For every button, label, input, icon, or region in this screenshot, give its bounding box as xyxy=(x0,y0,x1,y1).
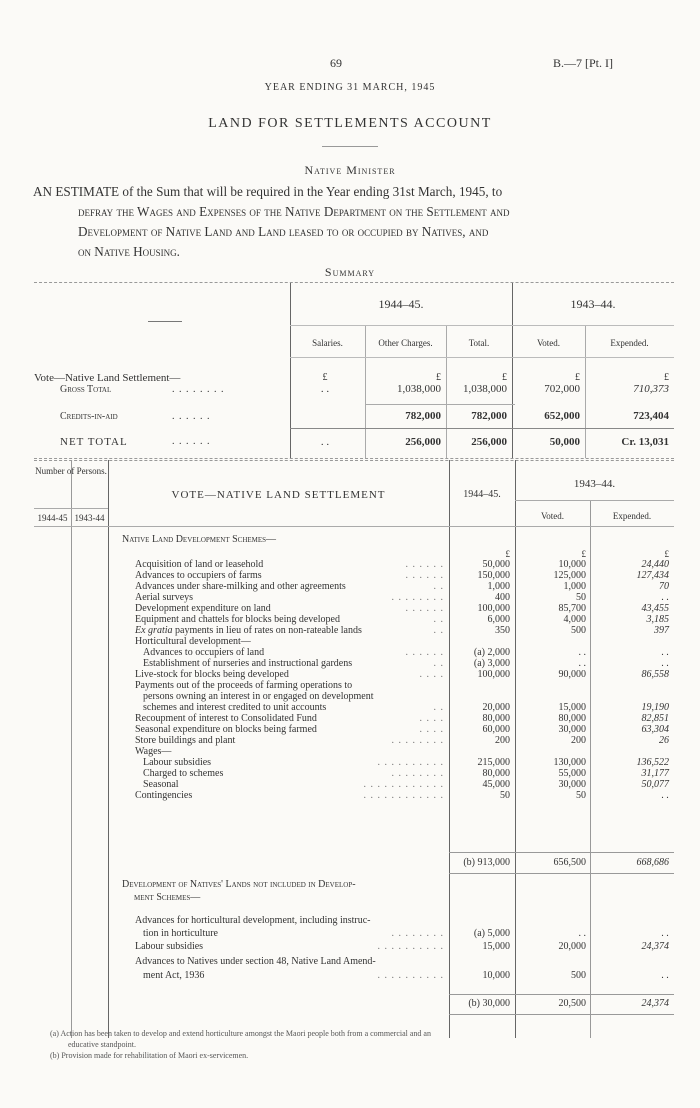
summary-cell: 256,000 xyxy=(471,436,507,448)
summary-row-dots: . . . . . . . . xyxy=(172,384,225,395)
detail-row-dots: . . . . xyxy=(419,724,444,735)
detail-amount-cell: (a) 2,000 xyxy=(473,647,510,658)
summary-cell: . . xyxy=(320,383,330,395)
detail-row-label: Acquisition of land or leasehold xyxy=(135,559,264,570)
summary-row-dots: . . . . . . xyxy=(172,436,211,447)
detail-row-dots: . . . . . . xyxy=(405,647,444,658)
col-salaries: Salaries. xyxy=(312,338,343,348)
detail-row-label: Store buildings and plant xyxy=(135,735,236,746)
summary-cell: . . xyxy=(320,436,330,448)
detail-row-dots: . . . . . . . . . . xyxy=(377,941,444,952)
detail-voted-cell: 4,000 xyxy=(563,614,586,625)
detail-row-label: Ex gratia payments in lieu of rates on non-rateable lands xyxy=(135,625,362,636)
detail-col-voted: Voted. xyxy=(540,511,565,521)
detail-col-expended: Expended. xyxy=(612,511,652,521)
detail-row-dots: . . . . xyxy=(419,713,444,724)
section-heading: ment Schemes— xyxy=(134,892,201,903)
detail-row-label: persons owning an interest in or engaged on development xyxy=(143,691,374,702)
detail-row-dots: . . xyxy=(433,702,444,713)
persons-divider xyxy=(71,460,72,1038)
intro-line-3: Development of Native Land and Land leased to or occupied by Natives, and xyxy=(78,224,489,239)
document-ref: B.—7 [Pt. I] xyxy=(553,56,613,70)
detail-row-label: Advances to occupiers of land xyxy=(143,647,265,658)
detail-expended-cell: 136,522 xyxy=(636,757,669,768)
detail-row-label: Contingencies xyxy=(135,790,193,801)
detail-amount-cell: 6,000 xyxy=(487,614,510,625)
intro-line-2: defray the Wages and Expenses of the Native Department on the Settlement and xyxy=(78,204,510,219)
detail-amount-cell: 80,000 xyxy=(482,768,510,779)
persons-col-current: 1944-45 xyxy=(37,513,68,523)
detail-voted-cell: 80,000 xyxy=(558,713,586,724)
detail-expended-cell: . . xyxy=(661,658,669,669)
col-expended: Expended. xyxy=(610,338,649,348)
detail-expended-cell: 19,190 xyxy=(641,702,669,713)
persons-divider xyxy=(108,460,109,1038)
detail-row-dots: . . xyxy=(433,614,444,625)
summary-subrule xyxy=(365,404,515,405)
detail-amount-cell: 215,000 xyxy=(477,757,510,768)
intro-line-1: AN ESTIMATE of the Sum that will be required in the Year ending 31st March, 1945, to xyxy=(33,184,503,199)
detail-amount-cell: 45,000 xyxy=(482,779,510,790)
summary-cell: 782,000 xyxy=(405,410,441,422)
detail-voted-cell: . . xyxy=(578,647,586,658)
summary-bottom-rule xyxy=(34,458,674,459)
detail-voted-cell: . . xyxy=(578,658,586,669)
summary-cell: 652,000 xyxy=(544,410,580,422)
detail-header-rule xyxy=(34,526,674,527)
detail-amount-cell: 10,000 xyxy=(482,970,510,981)
detail-expended-cell: 24,374 xyxy=(641,941,669,952)
summary-subrule xyxy=(290,428,674,429)
detail-amount-cell: 15,000 xyxy=(482,941,510,952)
detail-expended-cell: 50,077 xyxy=(641,779,669,790)
detail-amount-cell: 400 xyxy=(495,592,510,603)
page-title: LAND FOR SETTLEMENTS ACCOUNT xyxy=(208,116,492,131)
summary-cell: 1,038,000 xyxy=(397,383,441,395)
col-total: Total. xyxy=(468,338,490,348)
detail-row-dots: . . . . xyxy=(419,669,444,680)
detail-expended-cell: . . xyxy=(661,647,669,658)
footnote-a-cont: educative standpoint. xyxy=(68,1040,136,1049)
detail-row-label: Recoupment of interest to Consolidated Fund xyxy=(135,713,317,724)
col-other-charges: Other Charges. xyxy=(378,338,433,348)
detail-expended-cell: 24,440 xyxy=(641,559,669,570)
summary-top-rule xyxy=(34,282,674,283)
detail-amount-cell: 80,000 xyxy=(482,713,510,724)
detail-amount-cell: 20,000 xyxy=(482,702,510,713)
detail-voted-cell: 1,000 xyxy=(563,581,586,592)
detail-expended-cell: 82,851 xyxy=(641,713,669,724)
detail-expended-cell: . . xyxy=(661,970,669,981)
persons-rule xyxy=(34,508,108,509)
intro-line-4: on Native Housing. xyxy=(78,244,180,259)
detail-amount-cell: 50 xyxy=(500,790,510,801)
detail-row-dots: . . xyxy=(433,658,444,669)
subtotal-amount: (b) 913,000 xyxy=(463,857,510,868)
detail-row-label: Charged to schemes xyxy=(143,768,224,779)
summary-stub-mark xyxy=(148,321,182,322)
detail-amount-cell: 200 xyxy=(495,735,510,746)
summary-cell: 1,038,000 xyxy=(463,383,507,395)
title-rule xyxy=(322,146,378,147)
detail-expended-cell: 43,455 xyxy=(641,603,669,614)
footnote-b: (b) Provision made for rehabilitation of Maori ex-servicemen. xyxy=(50,1051,249,1060)
detail-expended-cell: £ xyxy=(664,549,669,559)
summary-cell: 256,000 xyxy=(405,436,441,448)
detail-voted-cell: 30,000 xyxy=(558,779,586,790)
subtotal-rule xyxy=(449,1014,674,1015)
detail-row-label: ment Act, 1936 xyxy=(143,970,205,981)
detail-row-dots: . . . . . . . . xyxy=(391,735,444,746)
number-of-persons: Number of Persons. xyxy=(35,466,107,476)
detail-voted-cell: 50 xyxy=(576,790,586,801)
detail-expended-cell: . . xyxy=(661,790,669,801)
detail-row-label: Advances under share-milking and other agreements xyxy=(135,581,346,592)
detail-amount-cell: 50,000 xyxy=(482,559,510,570)
detail-amount-cell: 60,000 xyxy=(482,724,510,735)
detail-col-prev: 1943–44. xyxy=(573,478,616,490)
summary-cell: £ xyxy=(575,372,580,383)
detail-row-label: Advances to occupiers of farms xyxy=(135,570,262,581)
subtotal-rule xyxy=(449,994,674,995)
summary-heading: Summary xyxy=(324,265,376,279)
section-heading: Development of Natives' Lands not included in Develop- xyxy=(122,879,356,890)
subtotal-rule xyxy=(449,873,674,874)
summary-cell: £ xyxy=(436,372,441,383)
detail-voted-cell: . . xyxy=(578,928,586,939)
detail-voted-cell: 500 xyxy=(571,970,586,981)
detail-row-dots: . . . . . . xyxy=(405,559,444,570)
detail-row-label: tion in horticulture xyxy=(143,928,218,939)
detail-voted-cell: 55,000 xyxy=(558,768,586,779)
page-number: 69 xyxy=(330,56,342,70)
detail-row-label: Labour subsidies xyxy=(143,757,212,768)
detail-row-label: Establishment of nurseries and instructional gardens xyxy=(143,658,353,669)
col-voted: Voted. xyxy=(536,338,561,348)
detail-row-label: Development expenditure on land xyxy=(135,603,271,614)
detail-amount-cell: £ xyxy=(505,549,510,559)
summary-row-label: Gross Total xyxy=(60,384,112,395)
persons-col-prev: 1943-44 xyxy=(74,513,105,523)
summary-row-label: Credits-in-aid xyxy=(60,411,118,422)
detail-row-dots: . . . . . . . . . . . . xyxy=(363,790,444,801)
summary-cell: Cr. 13,031 xyxy=(621,436,669,448)
detail-amount-cell: 150,000 xyxy=(477,570,510,581)
detail-row-label: Payments out of the proceeds of farming operations to xyxy=(135,680,353,691)
detail-row-dots: . . . . . . . . xyxy=(391,592,444,603)
detail-voted-cell: 500 xyxy=(571,625,586,636)
detail-expended-cell: . . xyxy=(661,928,669,939)
summary-rule xyxy=(290,325,674,326)
detail-row-label: Advances to Natives under section 48, Native Land Amend- xyxy=(135,956,376,967)
detail-voted-cell: 90,000 xyxy=(558,669,586,680)
detail-voted-cell: 85,700 xyxy=(558,603,586,614)
detail-row-dots: . . . . . . . . . . . . xyxy=(363,779,444,790)
detail-top-rule xyxy=(34,460,674,461)
detail-row-dots: . . . . . . . . xyxy=(391,928,444,939)
detail-voted-cell: 125,000 xyxy=(553,570,586,581)
detail-row-dots: . . . . . . . . . . xyxy=(377,757,444,768)
detail-expended-cell: . . xyxy=(661,592,669,603)
detail-row-label: Live-stock for blocks being developed xyxy=(135,669,289,680)
detail-voted-cell: 50 xyxy=(576,592,586,603)
summary-cell: 710,373 xyxy=(633,383,669,395)
footnote-a: (a) Action has been taken to develop and extend horticulture amongst the Maori people both from a commercial and an xyxy=(50,1029,431,1038)
detail-row-label: Seasonal expenditure on blocks being farmed xyxy=(135,724,317,735)
detail-row-label: Horticultural development— xyxy=(135,636,251,647)
detail-amount-cell: 100,000 xyxy=(477,669,510,680)
detail-row-label: Equipment and chattels for blocks being developed xyxy=(135,614,340,625)
subtotal-expended: 668,686 xyxy=(636,857,669,868)
detail-row-label: Advances for horticultural development, including instruc- xyxy=(135,915,371,926)
summary-cell: 782,000 xyxy=(471,410,507,422)
detail-voted-cell: 20,000 xyxy=(558,941,586,952)
detail-row-label: Aerial surveys xyxy=(135,592,194,603)
detail-row-label: Labour subsidies xyxy=(135,941,204,952)
detail-heading: VOTE—NATIVE LAND SETTLEMENT xyxy=(171,489,386,501)
summary-cell: 702,000 xyxy=(544,383,580,395)
detail-row-dots: . . . . . . xyxy=(405,570,444,581)
detail-expended-cell: 127,434 xyxy=(636,570,669,581)
detail-amount-cell: (a) 3,000 xyxy=(473,658,510,669)
detail-voted-cell: 130,000 xyxy=(553,757,586,768)
detail-expended-cell: 26 xyxy=(659,735,669,746)
summary-rule xyxy=(290,357,674,358)
detail-amount-cell: 100,000 xyxy=(477,603,510,614)
detail-row-dots: . . . . . . . . xyxy=(391,768,444,779)
detail-amount-cell: 350 xyxy=(495,625,510,636)
detail-voted-cell: 10,000 xyxy=(558,559,586,570)
subtotal-voted: 656,500 xyxy=(553,857,586,868)
detail-voted-cell: 15,000 xyxy=(558,702,586,713)
vote-label: Vote—Native Land Settlement— xyxy=(34,372,181,384)
detail-row-label: schemes and interest credited to unit accounts xyxy=(143,702,327,713)
detail-row-label: Seasonal xyxy=(143,779,179,790)
detail-col-amount: 1944–45. xyxy=(463,489,501,500)
detail-expended-cell: 86,558 xyxy=(641,669,669,680)
detail-voted-cell: 200 xyxy=(571,735,586,746)
prev-year-rule xyxy=(515,500,674,501)
year-line: YEAR ENDING 31 MARCH, 1945 xyxy=(264,82,436,93)
detail-expended-cell: 397 xyxy=(654,625,669,636)
subtotal-expended: 24,374 xyxy=(641,998,669,1009)
minister-heading: Native Minister xyxy=(304,163,396,177)
detail-voted-cell: 30,000 xyxy=(558,724,586,735)
subtotal-rule xyxy=(449,852,674,853)
summary-cell: £ xyxy=(322,372,328,383)
detail-expended-cell: 63,304 xyxy=(641,724,669,735)
subtotal-amount: (b) 30,000 xyxy=(468,998,510,1009)
subtotal-voted: 20,500 xyxy=(558,998,586,1009)
detail-row-dots: . . . . . . xyxy=(405,603,444,614)
summary-cell: £ xyxy=(664,372,669,383)
summary-cell: 723,404 xyxy=(633,410,669,422)
summary-year-current: 1944–45. xyxy=(378,297,424,311)
detail-expended-cell: 70 xyxy=(659,581,669,592)
summary-row-dots: . . . . . . xyxy=(172,411,211,422)
summary-cell: 50,000 xyxy=(549,436,580,448)
detail-amount-cell: 1,000 xyxy=(487,581,510,592)
detail-row-dots: . . . . . . . . . . xyxy=(377,970,444,981)
detail-row-dots: . . xyxy=(433,625,444,636)
summary-cell: £ xyxy=(502,372,507,383)
section-heading: Native Land Development Schemes— xyxy=(122,534,277,545)
detail-row-dots: . . xyxy=(433,581,444,592)
summary-row-label: NET TOTAL xyxy=(60,436,128,448)
detail-amount-cell: (a) 5,000 xyxy=(473,928,510,939)
detail-voted-cell: £ xyxy=(581,549,586,559)
detail-expended-cell: 31,177 xyxy=(641,768,669,779)
detail-row-label: Wages— xyxy=(135,746,172,757)
summary-year-prev: 1943–44. xyxy=(570,297,616,311)
detail-expended-cell: 3,185 xyxy=(646,614,669,625)
